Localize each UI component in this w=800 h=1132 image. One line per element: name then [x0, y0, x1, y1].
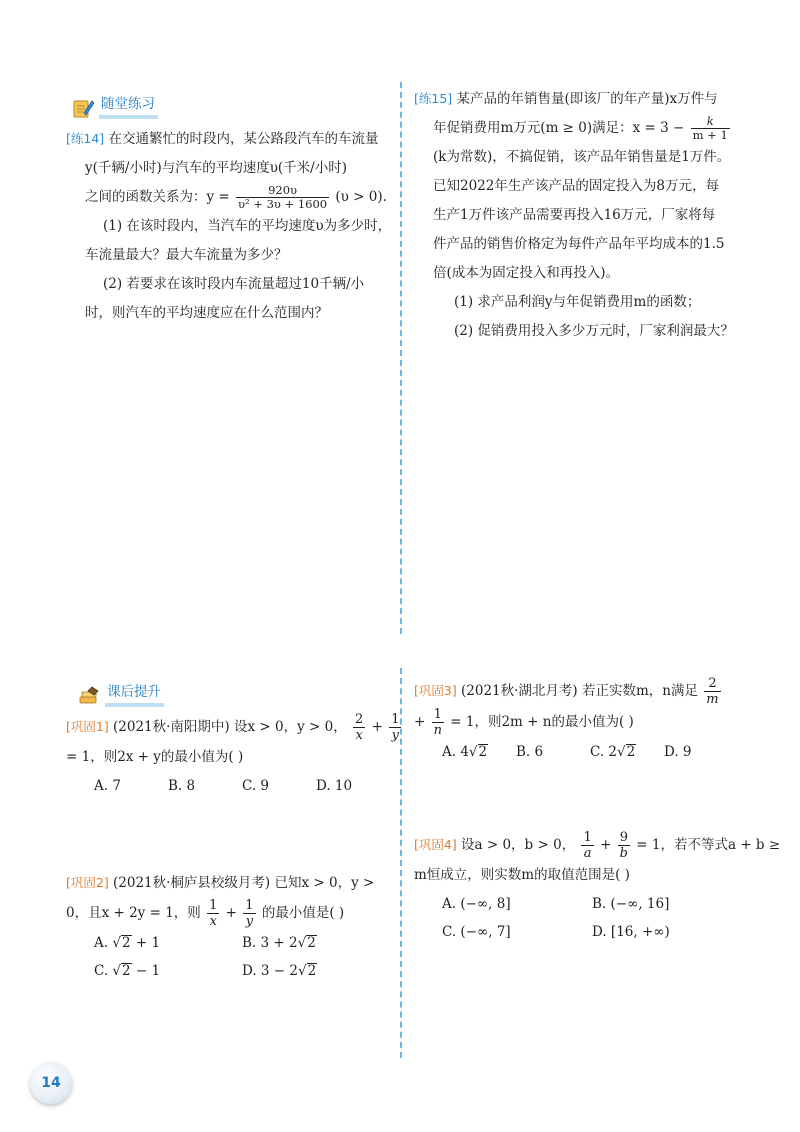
- g3-option-b: B. 6: [516, 744, 544, 760]
- question-14: [66, 124, 391, 328]
- g3-source: (2021秋·湖北月考): [461, 683, 578, 699]
- g4-line2: m恒成立，则实数m的取值范围是( ): [414, 867, 630, 883]
- exercise-tag: [巩固2]: [66, 875, 109, 890]
- q15-line1: 某产品的年销售量(即该厂的年产量)x万件与: [456, 91, 718, 107]
- g3-f1-numerator: 2: [708, 676, 717, 691]
- g3-option-c-radicand: 2: [626, 744, 636, 760]
- q15-part2: (2) 促销费用投入多少万元时，厂家利润最大？: [454, 323, 734, 339]
- g3-option-a-radicand: 2: [478, 744, 488, 760]
- g2-option-d-radicand: 2: [307, 963, 317, 979]
- g3-fraction-2: [432, 707, 444, 738]
- g3-f2-numerator: 1: [433, 707, 442, 722]
- g3-line1-text: 若正实数m，n满足: [582, 683, 698, 699]
- g2-option-b: B. 3 + 2√2: [242, 929, 390, 957]
- g1-f1-denominator: x: [353, 727, 365, 743]
- g3-option-c-prefix: C. 2: [590, 744, 618, 760]
- q14-frac-numerator: 920υ: [268, 183, 298, 197]
- g2-option-a: A. √2 + 1: [94, 929, 242, 957]
- g3-fraction-1: [704, 676, 720, 707]
- q15-line2-prefix: 年促销费用m万元(m ≥ 0)满足：x = 3 −: [433, 120, 685, 136]
- q14-part2-b: 时，则汽车的平均速度应在什么范围内？: [85, 305, 328, 321]
- q14-line3-prefix: 之间的函数关系为：y =: [85, 189, 230, 205]
- g2-option-c-radicand: 2: [122, 963, 131, 979]
- section-after-class-header: [78, 680, 164, 707]
- g1-line1-text: 设x > 0，y > 0，: [234, 719, 347, 735]
- q15-line6: 件产品的销售价格定为每件产品年平均成本的1.5: [433, 236, 725, 252]
- g1-option-b: B. 8: [168, 778, 196, 794]
- q15-frac-denominator: m + 1: [692, 128, 728, 142]
- g2-option-b-prefix: B. 3 + 2: [242, 935, 298, 951]
- g2-option-c: C. √2 − 1: [94, 957, 242, 985]
- g1-fraction-2: [389, 712, 401, 743]
- g4-plus: +: [600, 837, 612, 853]
- q14-line1: 在交通繁忙的时段内，某公路段汽车的车流量: [108, 131, 379, 147]
- g1-option-c: C. 9: [242, 778, 270, 794]
- g1-fraction-1: [353, 712, 365, 743]
- section-after-class-title: 课后提升: [105, 680, 164, 707]
- g2-f2-numerator: 1: [245, 898, 254, 913]
- g4-line1-suffix: = 1，若不等式a + b ≥: [636, 837, 781, 853]
- g3-option-d: D. 9: [664, 744, 692, 760]
- g2-line2-suffix: 的最小值是( ): [261, 905, 345, 921]
- g3-line2-suffix: = 1，则2m + n的最小值为( ): [450, 714, 634, 730]
- g2-option-a-suffix: + 1: [135, 935, 161, 951]
- question-tag: [练15]: [414, 91, 453, 106]
- exercise-tag: [巩固1]: [66, 719, 109, 734]
- g2-f1-denominator: x: [207, 913, 219, 929]
- g2-plus: +: [225, 905, 237, 921]
- g4-f2-denominator: b: [619, 846, 628, 861]
- books-icon: [78, 685, 100, 707]
- g2-option-d-prefix: D. 3 − 2: [242, 963, 298, 979]
- g2-option-a-radicand: 2: [121, 935, 131, 951]
- column-divider-top: [400, 82, 402, 634]
- g2-line2-prefix: 0，且x + 2y = 1，则: [66, 905, 201, 921]
- section-practice-header: [72, 92, 158, 119]
- g4-option-a: A. (−∞, 8]: [442, 896, 511, 912]
- exercise-g3: [414, 676, 754, 766]
- g3-option-a: A. 4√2: [442, 738, 516, 766]
- page-number-badge: [30, 1062, 72, 1104]
- g3-line2-plus: +: [414, 714, 426, 730]
- g1-f1-numerator: 2: [355, 712, 364, 727]
- exercise-g1: [66, 712, 400, 800]
- g4-line1-prefix: 设a > 0，b > 0，: [461, 837, 576, 853]
- g3-f1-denominator: m: [706, 692, 719, 707]
- g4-f2-numerator: 9: [619, 830, 628, 845]
- g2-f1-numerator: 1: [209, 898, 218, 913]
- exercise-g4: [414, 830, 781, 946]
- g1-source: (2021秋·南阳期中): [113, 719, 230, 735]
- q15-line5: 生产1万件该产品需要再投入16万元，厂家将每: [433, 207, 716, 223]
- g4-option-c: C. (−∞, 7]: [442, 924, 511, 940]
- exercise-tag: [巩固3]: [414, 683, 457, 698]
- q14-fraction: [236, 184, 329, 211]
- notebook-pencil-icon: [72, 97, 94, 119]
- g4-option-b: B. (−∞, 16]: [592, 896, 670, 912]
- exercise-tag: [巩固4]: [414, 837, 457, 852]
- g4-f1-numerator: 1: [583, 830, 592, 845]
- q15-line4: 已知2022年生产该产品的固定投入为8万元，每: [433, 178, 719, 194]
- g4-f1-denominator: a: [581, 845, 593, 861]
- question-15: [414, 84, 754, 346]
- g1-plus: +: [371, 719, 383, 735]
- g1-f2-denominator: y: [389, 727, 401, 743]
- q14-frac-denominator: υ² + 3υ + 1600: [238, 197, 328, 211]
- g2-option-c-prefix: C.: [94, 963, 109, 979]
- g4-fraction-2: [618, 830, 630, 861]
- g3-option-c: C. 2√2: [590, 738, 664, 766]
- g2-f2-denominator: y: [243, 913, 255, 929]
- section-practice-title: 随堂练习: [99, 92, 158, 119]
- g2-fraction-1: [207, 898, 219, 929]
- g1-f2-numerator: 1: [391, 712, 400, 727]
- q14-line2: y(千辆/小时)与汽车的平均速度υ(千米/小时): [85, 160, 347, 176]
- q14-part2-a: (2) 若要求在该时段内车流量超过10千辆/小: [103, 276, 365, 292]
- g2-line1-text: 已知x > 0，y >: [274, 875, 375, 891]
- g1-option-a: A. 7: [94, 778, 121, 794]
- q15-part1: (1) 求产品利润y与年促销费用m的函数；: [454, 294, 701, 310]
- g2-option-d: D. 3 − 2√2: [242, 957, 390, 985]
- q15-line7: 倍(成本为固定投入和再投入)。: [433, 265, 620, 281]
- q14-part1-a: (1) 在该时段内，当汽车的平均速度υ为多少时，: [103, 218, 392, 234]
- question-tag: [练14]: [66, 131, 105, 146]
- q15-line3: (k为常数)，不搞促销，该产品年销售量是1万件。: [433, 149, 731, 165]
- g2-fraction-2: [243, 898, 255, 929]
- q15-fraction: [691, 115, 730, 142]
- g2-option-c-suffix: − 1: [135, 963, 161, 979]
- g2-option-b-radicand: 2: [307, 935, 316, 951]
- g1-line2: = 1，则2x + y的最小值为( ): [66, 749, 244, 765]
- q15-frac-numerator: k: [706, 114, 714, 128]
- g4-fraction-1: [581, 830, 593, 861]
- exercise-g2: [66, 868, 396, 985]
- g4-option-d: D. [16, +∞): [592, 924, 670, 940]
- g3-option-a-prefix: A. 4: [442, 744, 469, 760]
- g2-option-a-prefix: A.: [94, 935, 109, 951]
- g2-source: (2021秋·桐庐县校级月考): [113, 875, 271, 891]
- q14-part1-b: 车流量最大？最大车流量为多少？: [85, 247, 288, 263]
- g1-option-d: D. 10: [316, 778, 353, 794]
- q14-line3-suffix: (υ > 0).: [335, 189, 387, 205]
- g3-f2-denominator: n: [433, 723, 442, 738]
- page-number: 14: [41, 1075, 61, 1091]
